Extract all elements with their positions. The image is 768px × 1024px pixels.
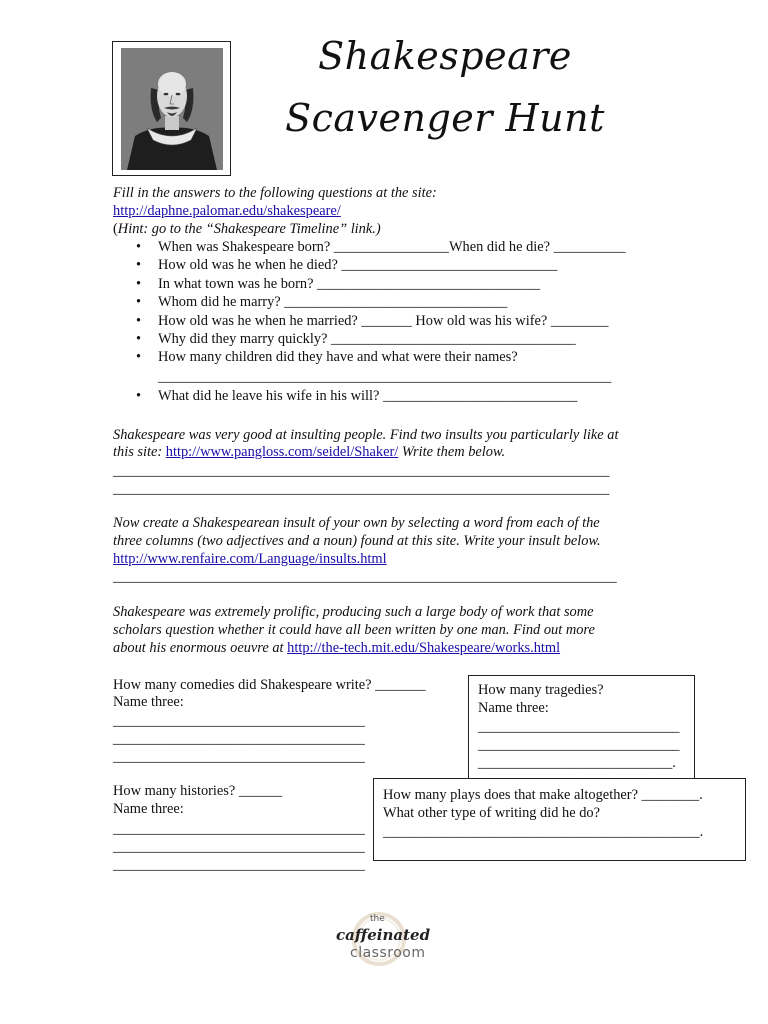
plays-total-question: How many plays does that make altogether? ________. xyxy=(383,787,703,803)
insults-blank-1: _____________________________________________________________________ xyxy=(113,463,610,479)
insults-prefix: this site: xyxy=(113,444,166,460)
comedies-blank-3: ___________________________________ xyxy=(113,749,365,765)
tragedies-question: How many tragedies? xyxy=(478,682,604,698)
question-children: • How many children did they have and what were their names? xyxy=(158,348,698,366)
comedies-name-three: Name three: xyxy=(113,694,184,710)
plays-other-writing-question: What other type of writing did he do? xyxy=(383,805,600,821)
prolific-text-3 xyxy=(113,639,560,657)
palomar-link[interactable]: http://daphne.palomar.edu/shakespeare/ xyxy=(113,203,341,219)
insults-site-line xyxy=(113,443,505,461)
plays-box xyxy=(373,778,746,861)
create-insult-blank: ______________________________________________________________________ xyxy=(113,569,617,585)
plays-other-writing-blank: ____________________________________________. xyxy=(383,824,704,840)
tragedies-name-three: Name three: xyxy=(478,700,549,716)
prolific-text-1: Shakespeare was extremely prolific, producing such a large body of work that some xyxy=(113,604,594,620)
shakespeare-portrait-image xyxy=(121,48,223,170)
question-marry-quickly: • Why did they marry quickly? __________________________________ xyxy=(158,330,698,348)
logo-the: the xyxy=(370,914,385,924)
question-will: • What did he leave his wife in his will? ___________________________ xyxy=(158,387,698,405)
prolific-prefix: about his enormous oeuvre at xyxy=(113,640,288,656)
tragedies-blank-1: ____________________________ xyxy=(478,719,680,735)
histories-name-three: Name three: xyxy=(113,801,184,817)
pangloss-link[interactable]: http://www.pangloss.com/seidel/Shaker/ xyxy=(165,444,399,460)
create-insult-text-2: three columns (two adjectives and a noun) found at this site. Write your insult below. xyxy=(113,533,601,549)
question-born-died: • When was Shakespeare born? ________________When did he die? __________ xyxy=(158,238,698,256)
logo-classroom: classroom xyxy=(350,945,426,961)
intro-text: Fill in the answers to the following questions at the site: xyxy=(113,185,437,201)
question-children-answer-line: _______________________________________________________________ xyxy=(158,368,612,385)
question-marriage-ages: • How old was he when he married? _______ How old was his wife? ________ xyxy=(158,312,698,330)
tragedies-blank-2: ____________________________ xyxy=(478,737,680,753)
question-list xyxy=(130,238,698,406)
comedies-question: How many comedies did Shakespeare write? _______ xyxy=(113,677,426,693)
histories-blank-3: ___________________________________ xyxy=(113,857,365,873)
insults-text: Shakespeare was very good at insulting people. Find two insults you particularly like at xyxy=(113,427,619,443)
histories-blank-1: ___________________________________ xyxy=(113,821,365,837)
tragedies-blank-3: ___________________________. xyxy=(478,755,676,771)
question-spouse: • Whom did he marry? _______________________________ xyxy=(158,293,698,311)
tragedies-box xyxy=(468,675,695,783)
histories-question: How many histories? ______ xyxy=(113,783,283,799)
question-age-death: • How old was he when he died? ______________________________ xyxy=(158,256,698,274)
mit-works-link[interactable]: http://the-tech.mit.edu/Shakespeare/works.html xyxy=(287,640,561,656)
create-insult-text-1: Now create a Shakespearean insult of your own by selecting a word from each of the xyxy=(113,515,600,531)
insults-suffix: Write them below. xyxy=(398,444,506,460)
caffeinated-classroom-logo xyxy=(328,908,438,970)
comedies-blank-2: ___________________________________ xyxy=(113,731,365,747)
page-title-line2: Scavenger Hunt xyxy=(285,96,605,140)
intro-hint-text: Hint: go to the “Shakespeare Timeline” link.) xyxy=(117,221,381,237)
renfaire-link[interactable]: http://www.renfaire.com/Language/insults.html xyxy=(113,551,387,567)
intro-hint: (Hint: go to the “Shakespeare Timeline” link.) xyxy=(113,221,381,237)
question-birth-town: • In what town was he born? _______________________________ xyxy=(158,275,698,293)
prolific-text-2: scholars question whether it could have all been written by one man. Find out more xyxy=(113,622,595,638)
comedies-blank-1: ___________________________________ xyxy=(113,713,365,729)
histories-blank-2: ___________________________________ xyxy=(113,839,365,855)
logo-caffeinated: caffeinated xyxy=(336,926,431,944)
shakespeare-portrait-frame xyxy=(112,41,231,176)
insults-blank-2: _____________________________________________________________________ xyxy=(113,481,610,497)
page-title-line1: Shakespeare xyxy=(318,34,572,78)
